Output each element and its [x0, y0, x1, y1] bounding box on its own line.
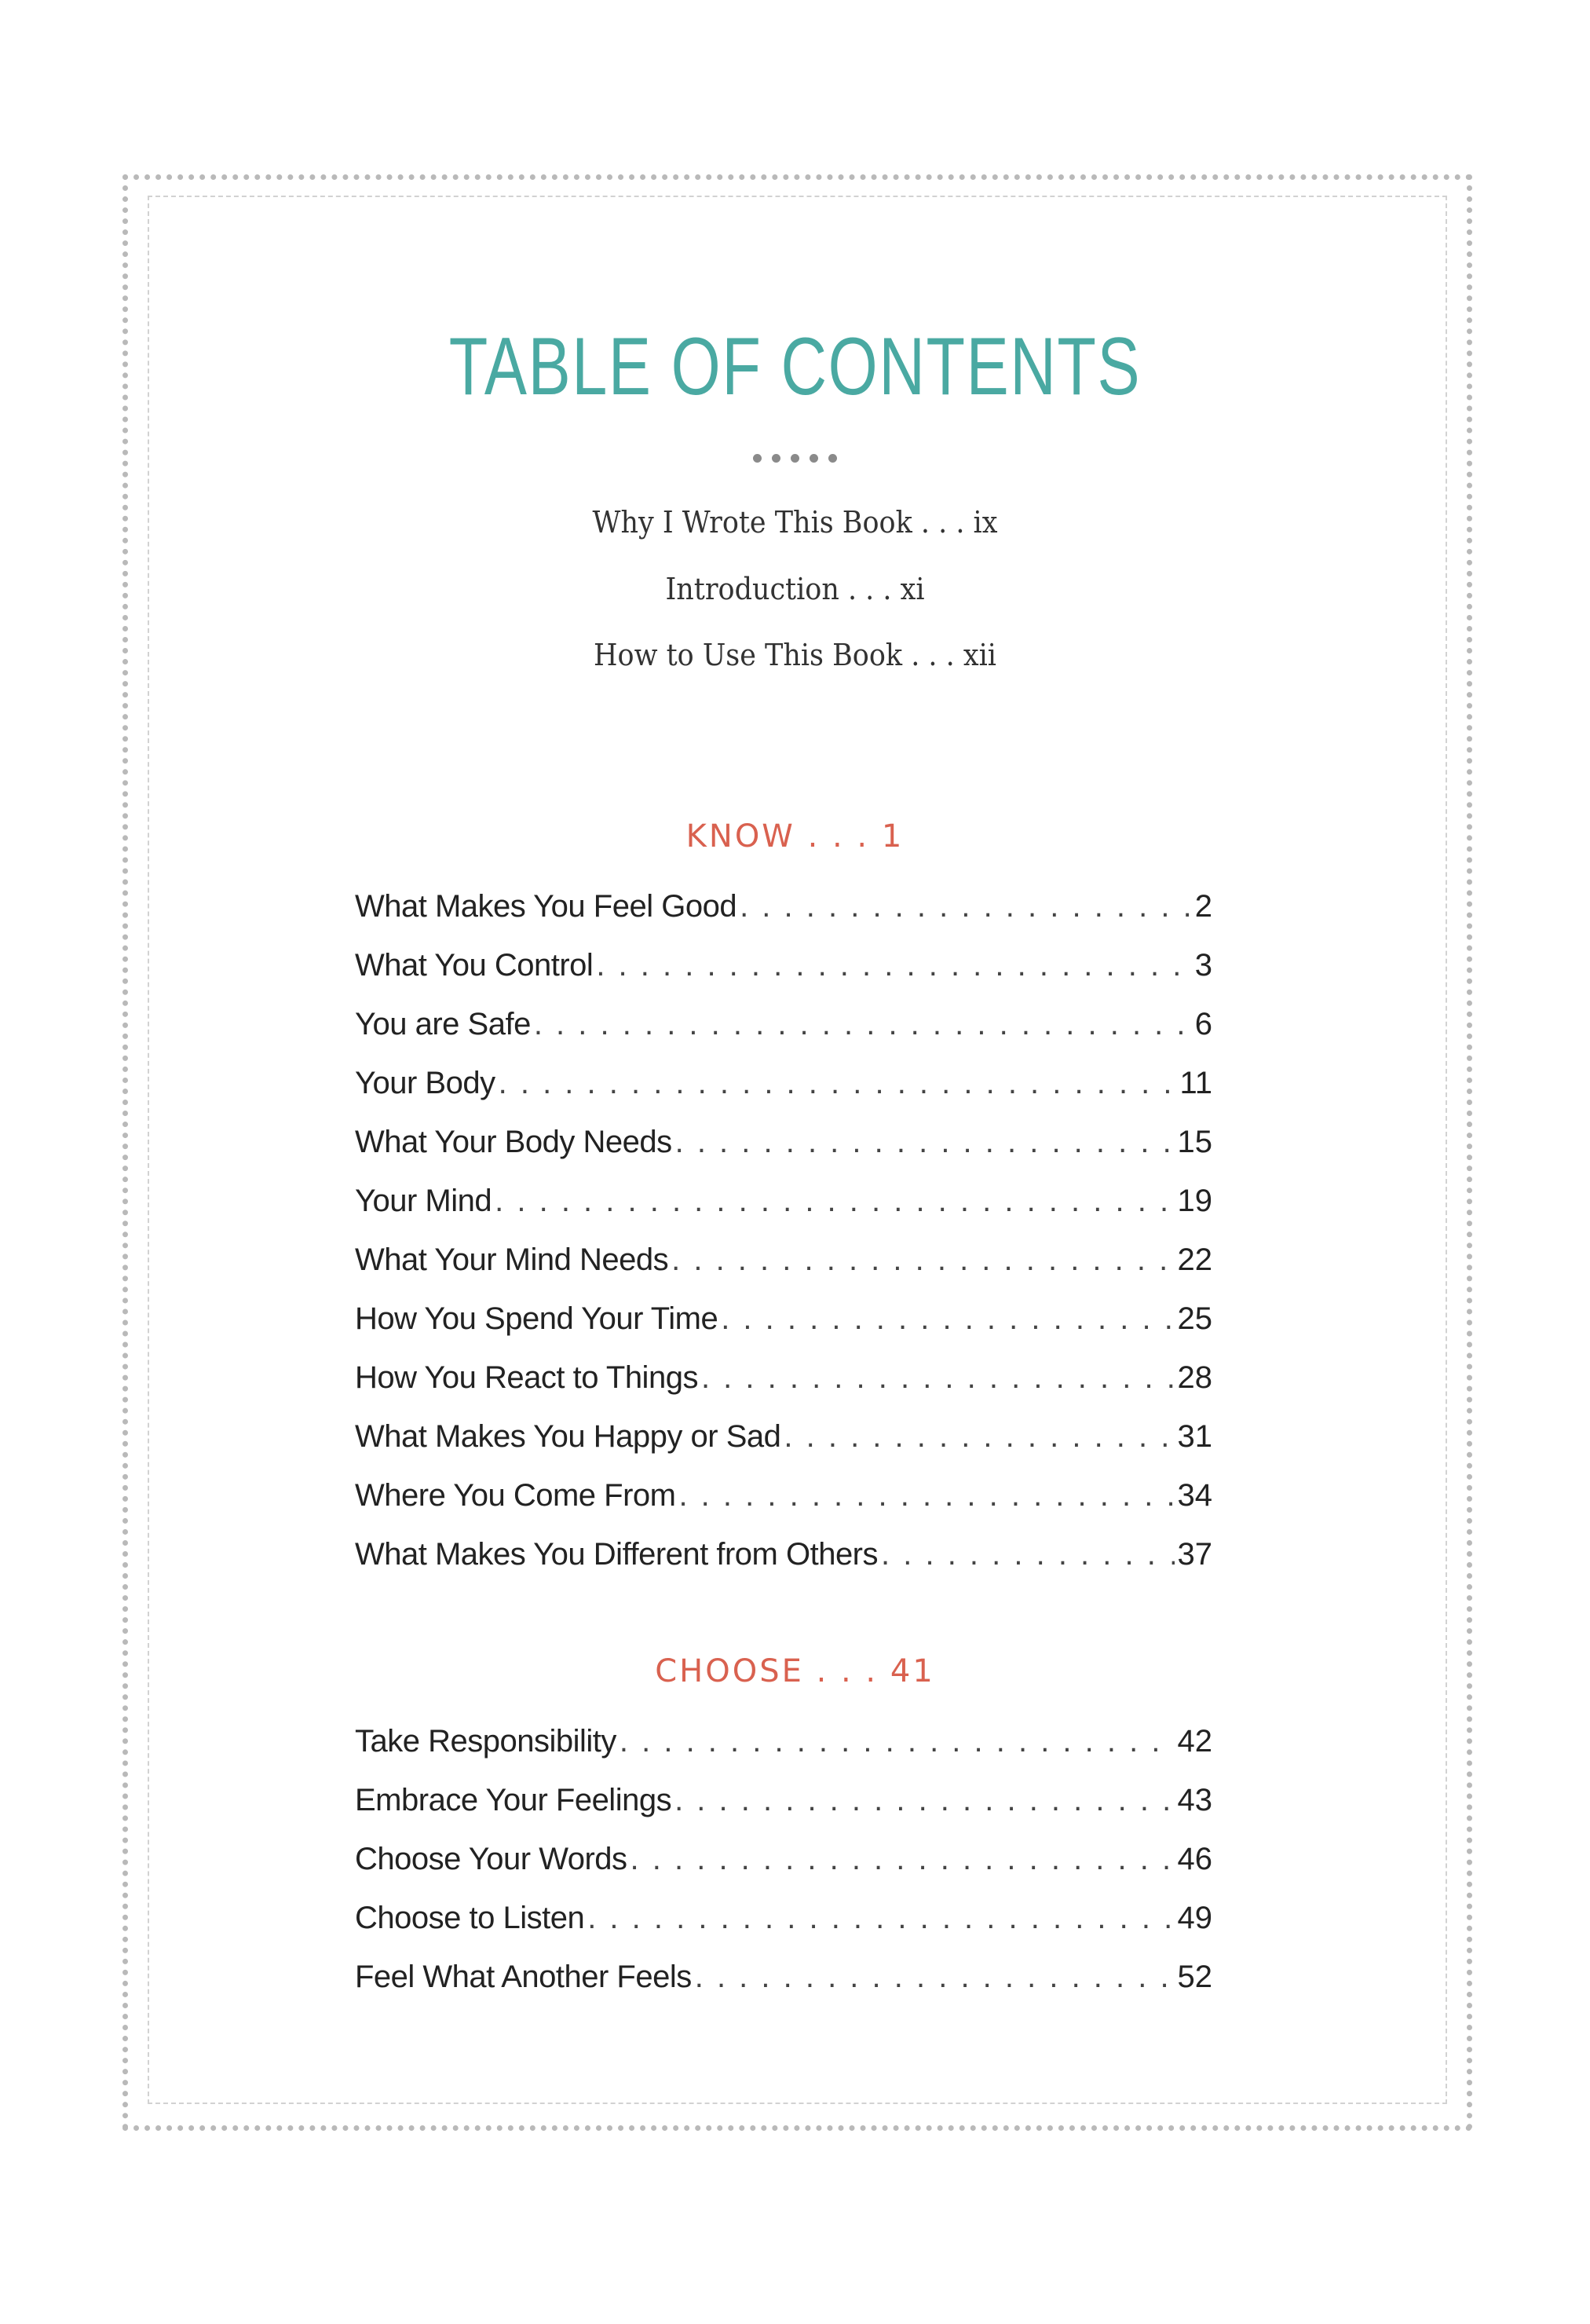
entry-title: Embrace Your Feelings	[355, 1783, 672, 1817]
section-heading[interactable]: KNOW . . . 1	[685, 818, 905, 855]
dot-leader	[596, 948, 1191, 983]
entry-title: Where You Come From	[355, 1478, 676, 1513]
toc-entry[interactable]	[355, 1125, 1212, 1172]
entry-page: 43	[1177, 1783, 1212, 1817]
entry-page: 46	[1177, 1842, 1212, 1876]
dot-leader	[784, 1419, 1174, 1455]
entry-page: 6	[1194, 1007, 1212, 1041]
toc-entry[interactable]	[355, 1007, 1212, 1054]
entry-title: What Your Body Needs	[355, 1125, 672, 1159]
dot-leader	[881, 1537, 1174, 1572]
entry-title: Choose to Listen	[355, 1901, 585, 1935]
entry-page: 2	[1194, 889, 1212, 924]
entry-title: What Your Mind Needs	[355, 1243, 669, 1277]
dot-leader	[740, 889, 1192, 924]
dot-leader	[499, 1066, 1177, 1101]
entry-page: 22	[1177, 1243, 1212, 1277]
toc-entry[interactable]	[355, 1478, 1212, 1525]
toc-entry[interactable]	[355, 1960, 1212, 2007]
dot-ornament	[0, 454, 1590, 463]
dot-leader	[671, 1243, 1174, 1278]
toc-entry[interactable]	[355, 948, 1212, 995]
dot-leader	[678, 1478, 1174, 1513]
dot-leader	[675, 1125, 1175, 1160]
entry-page: 34	[1177, 1478, 1212, 1513]
dot-leader	[701, 1360, 1175, 1396]
entry-title: Feel What Another Feels	[355, 1960, 692, 1994]
entry-title: Choose Your Words	[355, 1842, 627, 1876]
entry-page: 42	[1177, 1724, 1212, 1759]
entry-title: What You Control	[355, 948, 594, 983]
entry-page: 28	[1177, 1360, 1212, 1395]
entry-page: 15	[1177, 1125, 1212, 1159]
front-matter-entry[interactable]: How to Use This Book . . . xii	[594, 638, 996, 672]
entry-title: Take Responsibility	[355, 1724, 616, 1759]
toc-entry[interactable]	[355, 1360, 1212, 1407]
entry-title: What Makes You Happy or Sad	[355, 1419, 781, 1454]
front-matter-entry[interactable]: Why I Wrote This Book . . . ix	[592, 505, 998, 540]
entry-page: 11	[1179, 1066, 1212, 1100]
toc-entry[interactable]	[355, 1243, 1212, 1290]
toc-entry[interactable]	[355, 1419, 1212, 1466]
dot-leader	[721, 1301, 1174, 1337]
toc-entry[interactable]	[355, 1537, 1212, 1584]
page-title: TABLE OF CONTENTS	[448, 321, 1142, 412]
dot-leader	[620, 1724, 1175, 1759]
toc-entry[interactable]	[355, 1901, 1212, 1948]
section-heading[interactable]: CHOOSE . . . 41	[655, 1653, 935, 1689]
entry-page: 37	[1177, 1537, 1212, 1572]
toc-entry[interactable]	[355, 1724, 1212, 1771]
entry-title: How You Spend Your Time	[355, 1301, 718, 1336]
entry-title: What Makes You Feel Good	[355, 889, 737, 924]
dot-leader	[534, 1007, 1192, 1042]
dot-leader	[695, 1960, 1175, 1995]
entry-page: 52	[1177, 1960, 1212, 1994]
toc-entry[interactable]	[355, 1066, 1212, 1113]
entry-page: 25	[1177, 1301, 1212, 1336]
toc-entry[interactable]	[355, 1842, 1212, 1889]
entry-page: 3	[1194, 948, 1212, 983]
dot-leader	[674, 1783, 1174, 1818]
entry-title: What Makes You Different from Others	[355, 1537, 879, 1572]
toc-entry[interactable]	[355, 889, 1212, 936]
entry-page: 49	[1177, 1901, 1212, 1935]
entry-page: 31	[1177, 1419, 1212, 1454]
toc-entry[interactable]	[355, 1783, 1212, 1830]
toc-entry[interactable]	[355, 1301, 1212, 1349]
dot-leader	[495, 1184, 1174, 1219]
entry-page: 19	[1177, 1184, 1212, 1218]
dot-leader	[587, 1901, 1174, 1936]
front-matter-entry[interactable]: Introduction . . . xi	[665, 572, 925, 606]
entry-title: How You React to Things	[355, 1360, 698, 1395]
entry-title: Your Mind	[355, 1184, 492, 1218]
entry-title: You are Safe	[355, 1007, 531, 1041]
dot-leader	[631, 1842, 1175, 1877]
entry-title: Your Body	[355, 1066, 495, 1100]
toc-entry[interactable]	[355, 1184, 1212, 1231]
